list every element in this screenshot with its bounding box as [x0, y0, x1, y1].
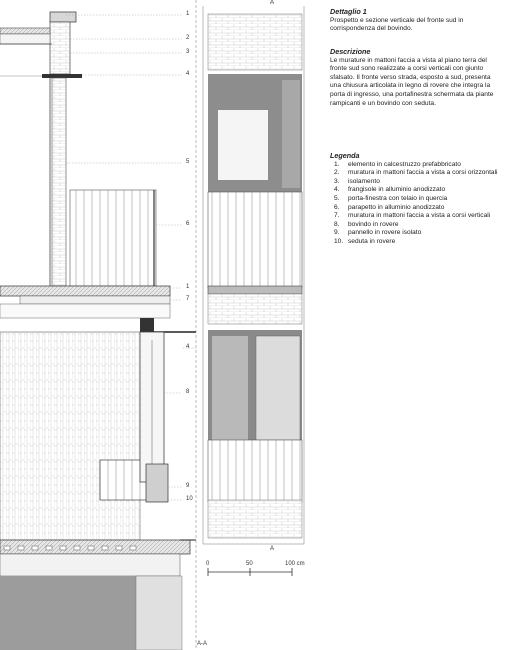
legend-item: 7. muratura in mattoni faccia a vista a corsi verticali	[334, 212, 491, 220]
callout-2: 2	[186, 35, 190, 41]
scale-tick-50: 50	[246, 561, 253, 567]
legend-heading: Legenda	[330, 151, 360, 160]
callout-5: 5	[186, 159, 190, 165]
legend-item: 2. muratura in mattoni faccia a vista a corsi orizzontali	[334, 169, 498, 177]
legend-item: 10. seduta in rovere	[334, 237, 396, 245]
description-block	[330, 48, 498, 108]
description-heading: Descrizione	[330, 47, 371, 56]
section-mark-aa: A-A	[197, 641, 208, 647]
legend-block	[330, 152, 498, 247]
callout-7: 7	[186, 296, 190, 302]
callout-10: 10	[186, 496, 193, 502]
callout-3: 3	[186, 49, 190, 55]
legend-item: 6. parapetto in alluminio anodizzato	[334, 203, 445, 211]
callout-6: 6	[186, 221, 190, 227]
legend-item: 4. frangisole in alluminio anodizzato	[334, 186, 446, 194]
legend-list	[330, 161, 498, 247]
detail-block	[330, 8, 498, 34]
vertical-section	[0, 0, 196, 650]
south-elevation	[203, 6, 304, 544]
callout-4b: 4	[186, 344, 190, 350]
callout-9: 9	[186, 483, 190, 489]
scale-bar	[208, 568, 292, 576]
scale-tick-0: 0	[206, 561, 210, 567]
section-mark-top: A	[270, 0, 275, 6]
legend-item: 8. bovindo in rovere	[334, 220, 399, 228]
description-text: Le murature in mattoni faccia a vista al piano terra del fronte sud sono realizzate a corsi verticali con giunto sfalsato. Il fronte verso strada, esposto a sud, presenta una chiusura articolata in legno di rovere che integra la porta di ingresso, una portafinestra schermata da piante rampicanti e un bovindo con seduta.	[330, 56, 494, 107]
legend-item: 3. isolamento	[334, 177, 380, 185]
section-mark-bottom: A	[270, 546, 275, 552]
scale-tick-100: 100 cm	[285, 561, 305, 567]
callout-8: 8	[186, 389, 190, 395]
precast-coping	[50, 12, 76, 22]
legend-item: 9. pannello in rovere isolato	[334, 229, 422, 237]
detail-subtitle: Prospetto e sezione verticale del fronte sud in corrispondenza del bovindo.	[330, 16, 464, 33]
callout-4: 4	[186, 71, 190, 77]
sunscreen	[70, 190, 156, 286]
callout-1: 1	[186, 11, 190, 17]
callout-1b: 1	[186, 284, 190, 290]
detail-title: Dettaglio 1	[330, 7, 367, 16]
legend-item: 5. porta-finestra con telaio in quercia	[334, 194, 448, 202]
vertical-brick-wall	[0, 332, 140, 540]
legend-item: 1. elemento in calcestruzzo prefabbricato	[334, 160, 461, 168]
